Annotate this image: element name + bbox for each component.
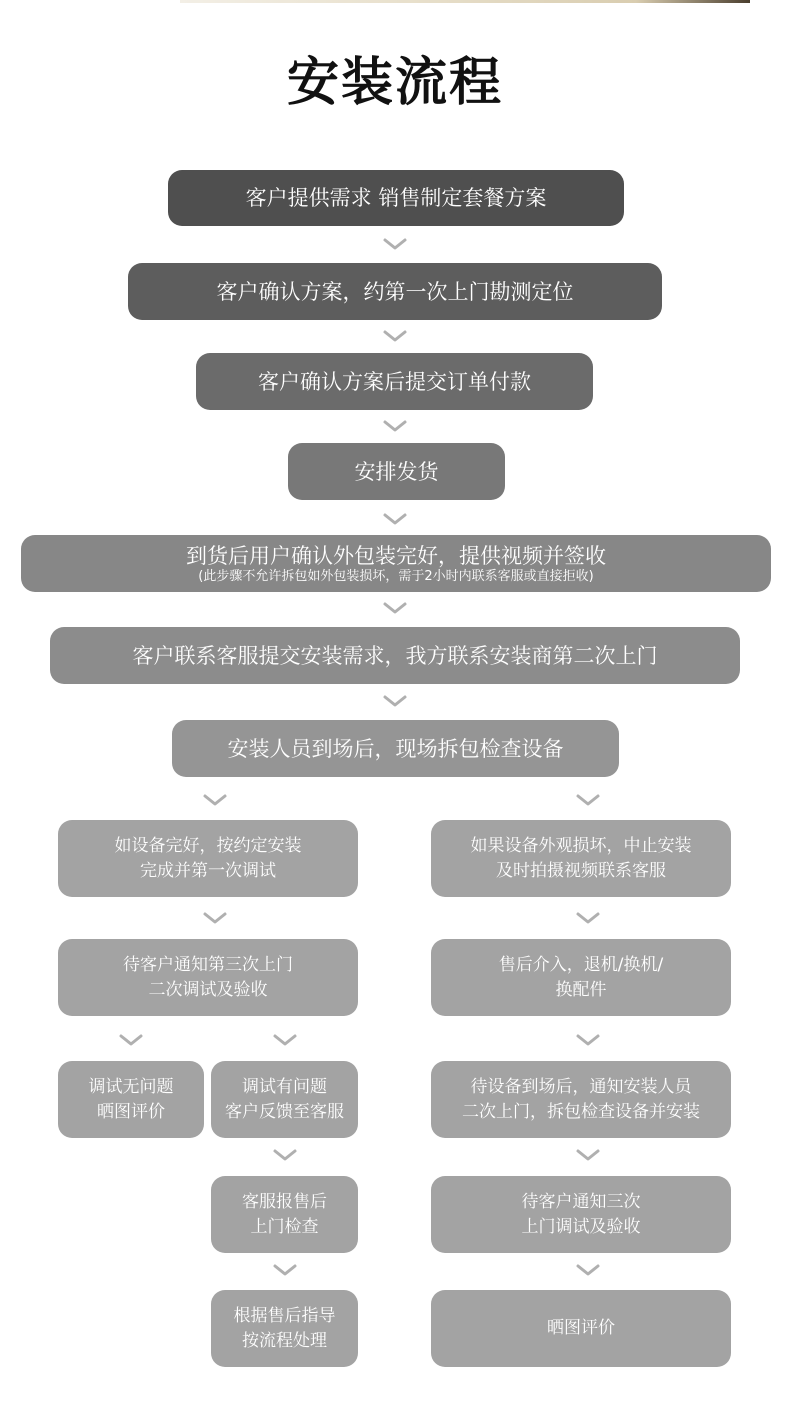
right-wait-third-line-2: 上门调试及验收 xyxy=(521,1216,641,1237)
top-decor-strip xyxy=(180,0,750,3)
right-damaged-line-2: 及时拍摄视频联系客服 xyxy=(496,860,666,881)
chevron-down-icon xyxy=(272,1263,298,1277)
step-2-label: 客户确认方案，约第一次上门勘测定位 xyxy=(216,279,574,304)
page-title: 安装流程 xyxy=(286,53,503,113)
step-5-note: (此步骤不允许拆包如外包装损坏，需于2小时内联系客服或直接拒收) xyxy=(198,568,594,584)
chevron-down-icon xyxy=(272,1033,298,1047)
chevron-down-icon xyxy=(575,1033,601,1047)
step-3-box xyxy=(196,353,593,410)
right-wait-third-line-1: 待客户通知三次 xyxy=(521,1191,641,1212)
step-6-box xyxy=(50,627,740,684)
has-problem-line-2: 客户反馈至客服 xyxy=(225,1101,344,1122)
no-problem-box xyxy=(58,1061,204,1138)
step-3-label: 客户确认方案后提交订单付款 xyxy=(258,369,531,394)
chevron-down-icon xyxy=(118,1033,144,1047)
service-report-line-1: 客服报售后 xyxy=(242,1191,327,1212)
chevron-down-icon xyxy=(382,419,408,433)
step-7-label: 安装人员到场后，现场拆包检查设备 xyxy=(227,736,564,761)
step-1-box xyxy=(168,170,624,226)
chevron-down-icon xyxy=(575,793,601,807)
right-damaged-box xyxy=(431,820,731,897)
chevron-down-icon xyxy=(382,329,408,343)
no-problem-line-2: 晒图评价 xyxy=(97,1101,165,1122)
left-ok-install-line-2: 完成并第一次调试 xyxy=(140,860,276,881)
chevron-down-icon xyxy=(202,793,228,807)
service-report-line-2: 上门检查 xyxy=(250,1216,319,1237)
follow-guide-line-2: 按流程处理 xyxy=(242,1330,327,1351)
chevron-down-icon xyxy=(272,1148,298,1162)
chevron-down-icon xyxy=(382,512,408,526)
service-report-box xyxy=(211,1176,358,1253)
right-after-sales-line-2: 换配件 xyxy=(555,979,607,1000)
right-review-box xyxy=(431,1290,731,1367)
chevron-down-icon xyxy=(575,1148,601,1162)
left-wait-third-line-2: 二次调试及验收 xyxy=(148,979,268,1000)
chevron-down-icon xyxy=(575,1263,601,1277)
step-6-label: 客户联系客服提交安装需求，我方联系安装商第二次上门 xyxy=(132,643,658,668)
left-wait-third-box xyxy=(58,939,358,1016)
right-wait-third-box xyxy=(431,1176,731,1253)
chevron-down-icon xyxy=(382,237,408,251)
follow-guide-line-1: 根据售后指导 xyxy=(233,1305,336,1326)
right-after-sales-line-1: 售后介入，退机/换机/ xyxy=(498,954,664,975)
step-5-box xyxy=(21,535,771,592)
left-wait-third-line-1: 待客户通知第三次上门 xyxy=(123,954,293,975)
chevron-down-icon xyxy=(202,911,228,925)
has-problem-line-1: 调试有问题 xyxy=(242,1076,327,1097)
right-reinstall-line-2: 二次上门，拆包检查设备并安装 xyxy=(462,1101,700,1122)
right-reinstall-line-1: 待设备到场后，通知安装人员 xyxy=(470,1076,692,1097)
no-problem-line-1: 调试无问题 xyxy=(88,1076,174,1097)
right-after-sales-box xyxy=(431,939,731,1016)
step-4-box xyxy=(288,443,505,500)
step-7-box xyxy=(172,720,619,777)
step-5-label: 到货后用户确认外包装完好，提供视频并签收 xyxy=(186,543,606,568)
chevron-down-icon xyxy=(575,911,601,925)
step-2-box xyxy=(128,263,662,320)
left-ok-install-box xyxy=(58,820,358,897)
chevron-down-icon xyxy=(382,694,408,708)
step-1-label: 客户提供需求 销售制定套餐方案 xyxy=(245,186,547,210)
left-ok-install-line-1: 如设备完好，按约定安装 xyxy=(114,835,302,856)
follow-guide-box xyxy=(211,1290,358,1367)
right-damaged-line-1: 如果设备外观损坏，中止安装 xyxy=(470,835,692,856)
step-4-label: 安排发货 xyxy=(354,459,439,484)
right-reinstall-box xyxy=(431,1061,731,1138)
has-problem-box xyxy=(211,1061,358,1138)
chevron-down-icon xyxy=(382,601,408,615)
right-review-line-1: 晒图评价 xyxy=(547,1318,615,1338)
